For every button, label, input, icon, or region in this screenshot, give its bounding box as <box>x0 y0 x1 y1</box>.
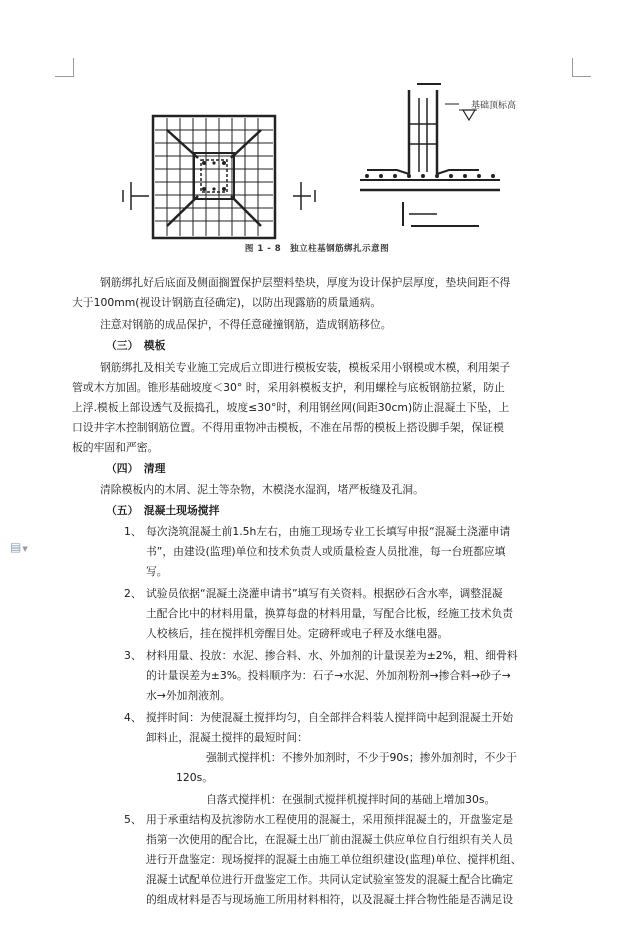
list-item-line: 指第一次使用的配合比，在混凝土出厂前由混凝土供应单位自行组织有关人员 <box>146 833 514 846</box>
gravity-mixer-line: 自落式搅拌机：在强制式搅拌机搅拌时间的基础上增加30s。 <box>206 793 496 806</box>
list-item-line: 用于承重结构及抗渗防水工程使用的混凝土，采用预拌混凝土的，开盘鉴定是 <box>146 813 514 826</box>
list-item-line: 写。 <box>146 565 168 578</box>
base-top-elevation-label: 基础顶标高 <box>471 101 517 111</box>
paragraph-line: 上浮.模板上部设透气及振捣孔，坡度≤30°时，利用钢丝网(间距30cm)防止混凝土下坠，上 <box>72 401 510 414</box>
paragraph-line: 注意对钢筋的成品保护，不得任意碰撞钢筋，造成钢筋移位。 <box>100 318 392 331</box>
foundation-rebar-diagram <box>105 80 525 260</box>
list-item-line: 人校核后，挂在搅拌机旁醒目处。定磅秤或电子秤及水继电器。 <box>146 627 449 640</box>
figure-caption: 图 1 - 8 独立柱基钢筋绑扎示意图 <box>244 244 390 254</box>
list-item-line: 土配合比中的材料用量，换算每盘的材料用量，写配合比板，经施工技术负责 <box>146 607 514 620</box>
paste-options-icon[interactable]: ▤▼ <box>10 540 28 554</box>
section-heading-cleaning: （四） 清理 <box>106 462 166 475</box>
forced-mixer-line: 强制式搅拌机：不掺外加剂时，不少于90s；掺外加剂时，不少于 <box>206 751 517 764</box>
list-item-line: 的计量误差为±3%。投料顺序为：石子→水泥、外加剂粉剂→掺合料→砂子→ <box>146 669 511 682</box>
crop-mark-top-right <box>572 58 591 77</box>
paragraph-line: 口设井字木控制钢筋位置。不得用重物冲击模板，不准在吊帮的模板上搭设脚手架，保证模 <box>72 421 504 434</box>
list-item-line: 水→外加剂液剂。 <box>146 689 231 702</box>
list-item-line: 混凝土试配单位进行开盘鉴定工作。共同认定试验室签发的混凝土配合比确定 <box>146 873 514 886</box>
list-item-line: 试验员依据“混凝土浇灌申请书”填写有关资料。根据砂石含水率，调整混凝 <box>146 587 503 600</box>
section-heading-concrete-mixing: （五） 混凝土现场搅拌 <box>106 504 220 517</box>
list-item-line: 书”，由建设(监理)单位和技术负责人或质量检查人员批准，每一台班都应填 <box>146 545 506 558</box>
list-item-line: 的组成材料是否与现场施工所用材料相符，以及混凝土拌合物性能是否满足设 <box>146 893 514 906</box>
plan-view <box>123 116 315 238</box>
list-item-line: 卸料止，混凝土搅拌的最短时间： <box>146 731 308 744</box>
paragraph-line: 清除模板内的木屑、泥土等杂物，木模浇水湿润，堵严板缝及孔洞。 <box>100 483 424 496</box>
list-item-line: 搅拌时间：为使混凝土搅拌均匀，自全部拌合料装人搅拌筒中起到混凝土开始 <box>146 711 514 724</box>
list-item-line: 每次浇筑混凝土前1.5h左右，由施工现场专业工长填写申报“混凝土浇灌申请 <box>146 525 511 538</box>
paragraph-line: 管或木方加固。锥形基础坡度＜30° 时，采用斜模板支护，利用螺栓与底板钢筋拉紧，防止 <box>72 381 505 394</box>
paragraph-line: 板的牢固和严密。 <box>72 441 159 454</box>
list-item-number: 4、 <box>124 711 142 724</box>
list-item-number: 3、 <box>124 649 142 662</box>
chevron-down-icon[interactable]: ▼ <box>22 545 28 553</box>
crop-mark-top-left <box>55 58 74 77</box>
forced-mixer-line: 120s。 <box>176 771 214 784</box>
list-item-number: 2、 <box>124 587 142 600</box>
list-item-number: 5、 <box>124 813 142 826</box>
list-item-line: 材料用量、投放：水泥、掺合料、水、外加剂的计量误差为±2%，粗、细骨料 <box>146 649 518 662</box>
paragraph-line: 钢筋绑扎及相关专业施工完成后立即进行模板安装，模板采用小钢模或木模，利用架子 <box>100 361 511 374</box>
section-heading-formwork: （三） 模板 <box>106 339 166 352</box>
list-item-line: 进行开盘鉴定：现场搅拌的混凝土由施工单位组织建设(监理)单位、搅拌机组、 <box>146 853 522 866</box>
list-item-number: 1、 <box>124 525 142 538</box>
paragraph-line: 大于100mm(视设计钢筋直径确定)，以防出现露筋的质量通病。 <box>72 296 382 309</box>
paragraph-line: 钢筋绑扎好后底面及侧面搁置保护层塑料垫块，厚度为设计保护层厚度，垫块间距不得 <box>100 276 511 289</box>
